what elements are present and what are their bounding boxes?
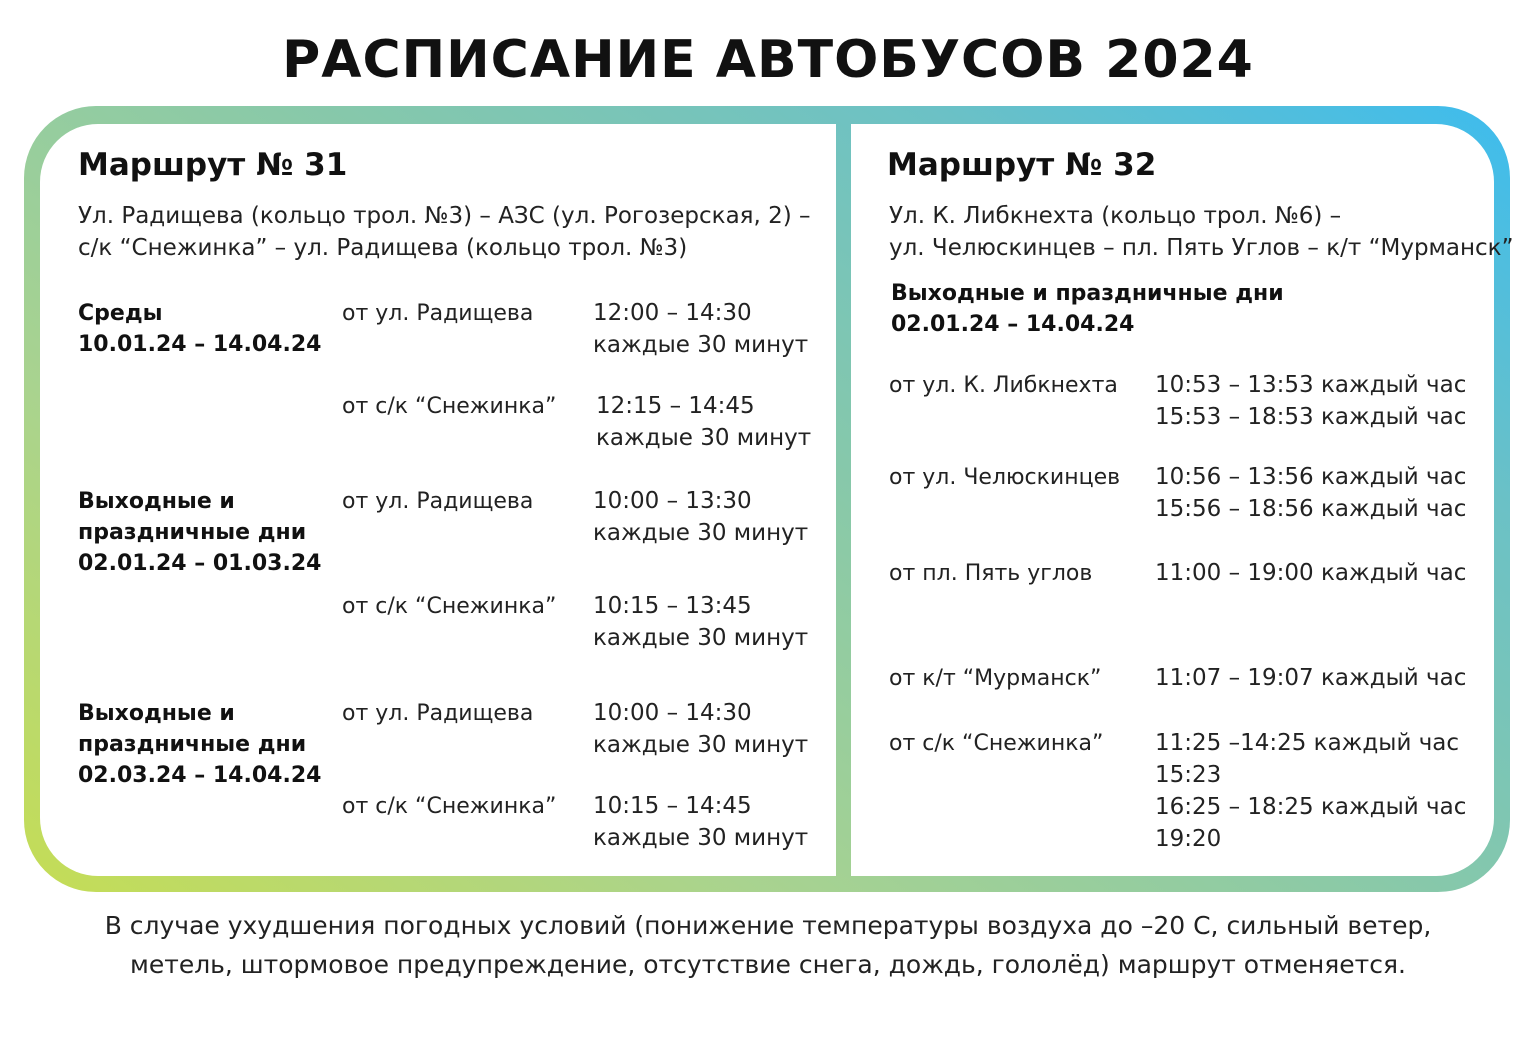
time-line: 11:00 – 19:00 каждый час bbox=[1155, 560, 1467, 586]
time-line: 11:07 – 19:07 каждый час bbox=[1155, 665, 1467, 691]
route-31-desc-line: с/к “Снежинка” – ул. Радищева (кольцо трол. №3) bbox=[78, 235, 688, 261]
stop-name: от ул. Радищева bbox=[342, 301, 534, 326]
time-line: каждые 30 минут bbox=[593, 732, 809, 758]
period-label-line: праздничные дни bbox=[78, 520, 307, 545]
route-32-desc-line: Ул. К. Либкнехта (кольцо трол. №6) – bbox=[889, 203, 1342, 229]
period-label-line: праздничные дни bbox=[78, 732, 307, 757]
period-label bbox=[78, 486, 321, 579]
period-label-line: Выходные и bbox=[78, 701, 235, 726]
stop-name: от с/к “Снежинка” bbox=[342, 394, 557, 419]
time-line: 10:00 – 14:30 bbox=[593, 700, 752, 726]
time-line: 15:56 – 18:56 каждый час bbox=[1155, 496, 1467, 522]
stop-name: от ул. Радищева bbox=[342, 489, 534, 514]
stop-times bbox=[1155, 662, 1466, 694]
route-32-panel bbox=[851, 124, 1514, 876]
time-line: 10:15 – 13:45 bbox=[593, 593, 752, 619]
stop-name: от к/т “Мурманск” bbox=[889, 666, 1102, 691]
stop-times bbox=[1155, 461, 1466, 525]
time-line: каждые 30 минут bbox=[593, 520, 809, 546]
time-line: 19:20 bbox=[1155, 826, 1222, 852]
period-label-line: 02.03.24 – 14.04.24 bbox=[78, 763, 322, 788]
period-label-line: Выходные и праздничные дни bbox=[891, 281, 1284, 306]
time-line: 10:53 – 13:53 каждый час bbox=[1155, 372, 1467, 398]
weather-note-line: метель, штормовое предупреждение, отсутствие снега, дождь, гололёд) маршрут отменяется. bbox=[130, 950, 1406, 979]
time-line: 10:15 – 14:45 bbox=[593, 793, 752, 819]
time-line: 12:15 – 14:45 bbox=[596, 393, 755, 419]
period-label bbox=[891, 278, 1284, 340]
route-32-desc-line: ул. Челюскинцев – пл. Пять Углов – к/т “Мурманск” bbox=[889, 235, 1514, 261]
route-31-desc-line: Ул. Радищева (кольцо трол. №3) – АЗС (ул. Рогозерская, 2) – bbox=[78, 203, 811, 229]
period-label-line: 02.01.24 – 01.03.24 bbox=[78, 551, 322, 576]
time-line: 15:53 – 18:53 каждый час bbox=[1155, 404, 1467, 430]
stop-times bbox=[593, 297, 808, 361]
route-31-desc bbox=[78, 200, 811, 264]
stop-times bbox=[1155, 369, 1466, 433]
time-line: 16:25 – 18:25 каждый час bbox=[1155, 794, 1467, 820]
route-32-desc bbox=[889, 200, 1513, 264]
stop-times bbox=[593, 590, 808, 654]
stop-times bbox=[596, 390, 811, 454]
time-line: каждые 30 минут bbox=[593, 625, 809, 651]
period-label bbox=[78, 698, 321, 791]
time-line: 10:00 – 13:30 bbox=[593, 488, 752, 514]
time-line: 10:56 – 13:56 каждый час bbox=[1155, 464, 1467, 490]
period-label-line: 10.01.24 – 14.04.24 bbox=[78, 332, 322, 357]
time-line: 12:00 – 14:30 bbox=[593, 300, 752, 326]
stop-name: от пл. Пять углов bbox=[889, 561, 1093, 586]
stop-name: от с/к “Снежинка” bbox=[342, 594, 557, 619]
stop-name: от ул. К. Либкнехта bbox=[889, 373, 1118, 398]
time-line: каждые 30 минут bbox=[593, 825, 809, 851]
period-label-line: 02.01.24 – 14.04.24 bbox=[891, 312, 1135, 337]
period-label bbox=[78, 298, 321, 360]
period-label-line: Выходные и bbox=[78, 489, 235, 514]
route-31-panel bbox=[40, 124, 836, 876]
page-title: РАСПИСАНИЕ АВТОБУСОВ 2024 bbox=[282, 30, 1254, 90]
weather-note bbox=[0, 906, 1536, 984]
stop-times bbox=[593, 790, 808, 854]
route-31-title: Маршрут № 31 bbox=[78, 147, 348, 183]
time-line: 11:25 –14:25 каждый час bbox=[1155, 730, 1460, 756]
stop-name: от с/к “Снежинка” bbox=[342, 794, 557, 819]
stop-times bbox=[593, 697, 808, 761]
stop-name: от ул. Радищева bbox=[342, 701, 534, 726]
schedule-frame bbox=[24, 106, 1514, 892]
stop-times bbox=[1155, 727, 1466, 855]
period-label-line: Среды bbox=[78, 301, 163, 326]
weather-note-line: В случае ухудшения погодных условий (понижение температуры воздуха до –20 С, сильный ветер, bbox=[104, 911, 1432, 940]
time-line: каждые 30 минут bbox=[593, 332, 809, 358]
time-line: 15:23 bbox=[1155, 762, 1222, 788]
stop-name: от с/к “Снежинка” bbox=[889, 731, 1104, 756]
route-32-title: Маршрут № 32 bbox=[887, 147, 1157, 183]
stop-times bbox=[593, 485, 808, 549]
time-line: каждые 30 минут bbox=[596, 425, 812, 451]
stop-times bbox=[1155, 557, 1466, 589]
stop-name: от ул. Челюскинцев bbox=[889, 465, 1121, 490]
